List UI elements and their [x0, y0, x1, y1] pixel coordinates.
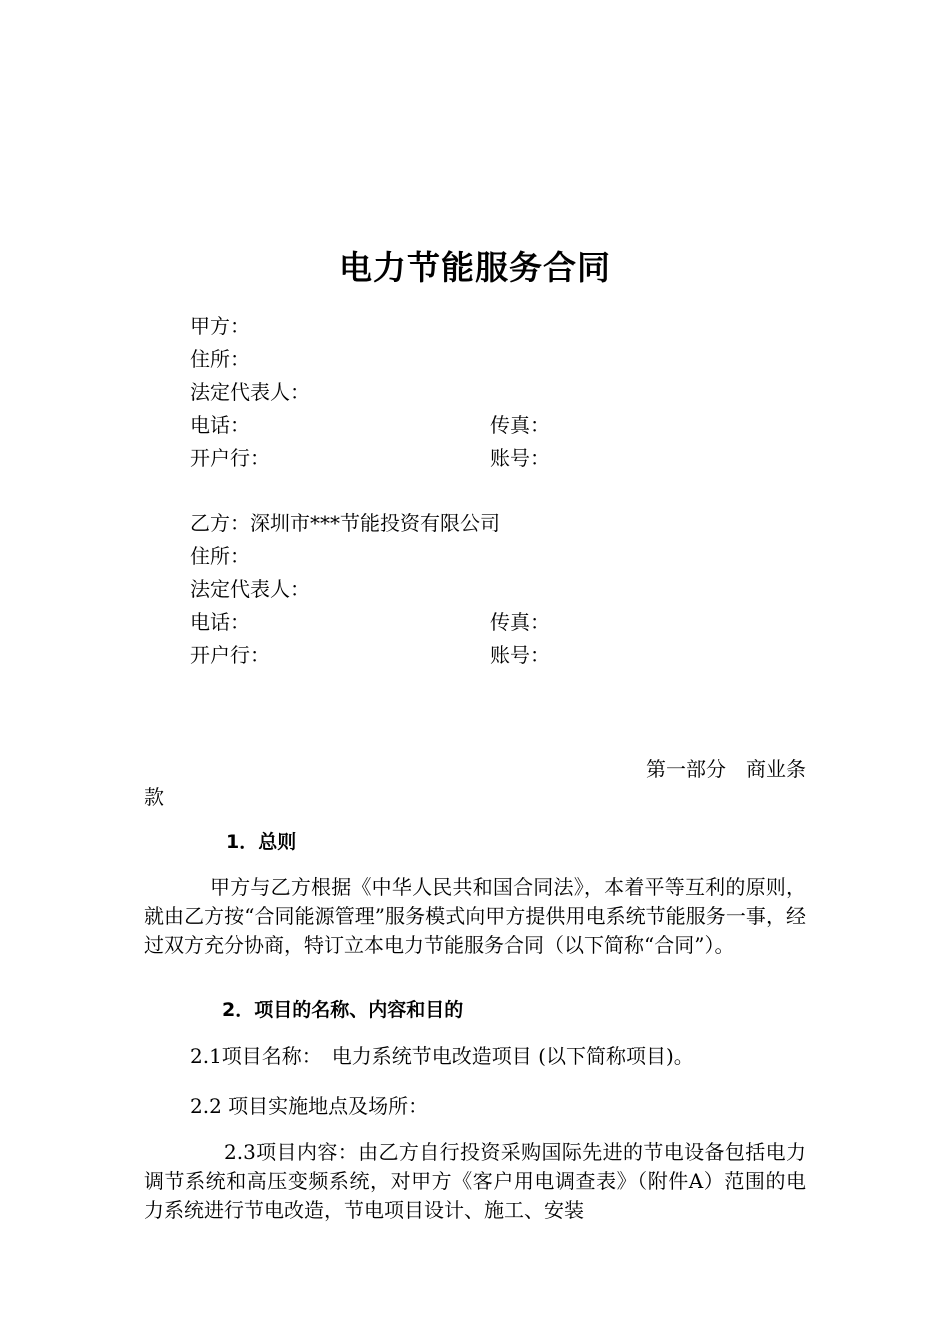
party-a-bank-label: 开户行：	[190, 446, 270, 470]
party-b-rep-label: 法定代表人：	[190, 577, 310, 601]
party-b-bank-label: 开户行：	[190, 643, 270, 667]
part-one-heading-line2: 款	[144, 785, 164, 809]
party-a-account-label: 账号：	[490, 446, 550, 470]
section1-heading: 1．总则	[226, 831, 297, 853]
section2-item1: 2.1项目名称： 电力系统节电改造项目 (以下简称项目)。	[190, 1044, 694, 1068]
section2-item2: 2.2 项目实施地点及场所：	[190, 1094, 429, 1118]
party-b-phone-label: 电话：	[190, 610, 250, 634]
party-a-address-label: 住所：	[190, 347, 250, 371]
contract-title: 电力节能服务合同	[339, 248, 611, 287]
section1-body: 甲方与乙方根据《中华人民共和国合同法》，本着平等互利的原则，就由乙方按“合同能源管理”服务模式向甲方提供用电系统节能服务一事，经过双方充分协商，特订立本电力节能服务合同（以下简称“合同”）。	[144, 875, 806, 957]
party-b-name-label: 乙方：深圳市***节能投资有限公司	[190, 511, 500, 535]
party-a-name-label: 甲方：	[190, 314, 250, 338]
party-b-fax-label: 传真：	[490, 610, 550, 634]
party-b-address-label: 住所：	[190, 544, 250, 568]
part-one-heading-line1: 第一部分 商业条	[646, 757, 806, 781]
party-a-rep-label: 法定代表人：	[190, 380, 310, 404]
party-a-phone-label: 电话：	[190, 413, 250, 437]
section2-item3: 2.3项目内容：由乙方自行投资采购国际先进的节电设备包括电力调节系统和高压变频系统，对甲方《客户用电调查表》（附件A）范围的电力系统进行节电改造，节电项目设计、施工、安装	[144, 1140, 806, 1222]
party-a-fax-label: 传真：	[490, 413, 550, 437]
party-b-account-label: 账号：	[490, 643, 550, 667]
section2-heading: 2．项目的名称、内容和目的	[222, 999, 464, 1021]
